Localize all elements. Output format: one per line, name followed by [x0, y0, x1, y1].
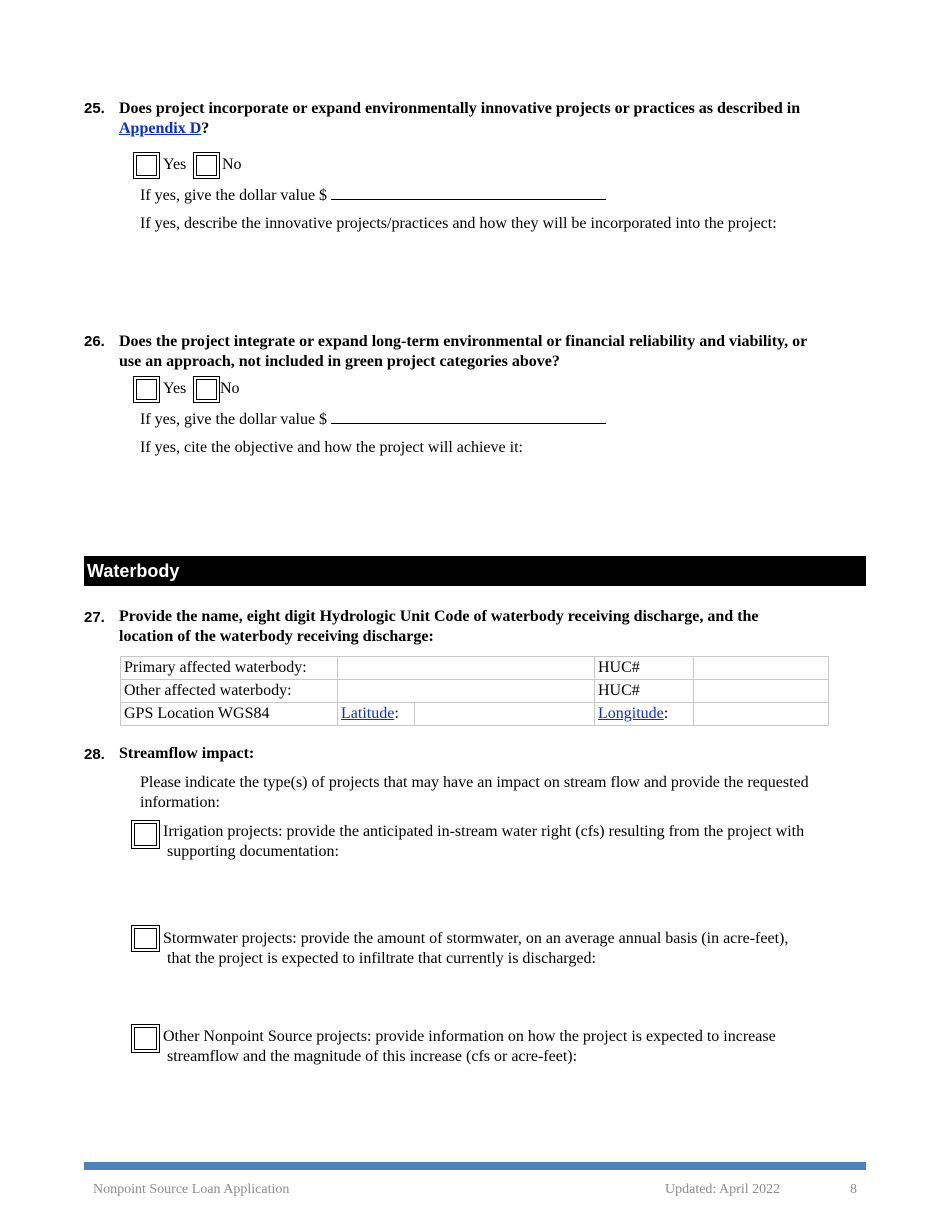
q26-yes-label: Yes — [163, 380, 187, 397]
longitude-cell — [595, 703, 694, 726]
irrigation-line1: Irrigation projects: provide the anticipated in-stream water right (cfs) resulting from the project with — [163, 823, 805, 840]
other-nonpoint-line1: Other Nonpoint Source projects: provide information on how the project is expected to increase — [163, 1028, 776, 1045]
other-nonpoint-checkbox[interactable] — [131, 1024, 160, 1053]
other-waterbody-label: Other affected waterbody: — [121, 680, 338, 703]
footer-title: Nonpoint Source Loan Application — [93, 1182, 290, 1197]
question-27-line2: location of the waterbody receiving discharge: — [119, 628, 434, 645]
q26-cite-prompt: If yes, cite the objective and how the project will achieve it: — [140, 439, 523, 456]
table-row — [121, 657, 829, 680]
footer-updated: Updated: April 2022 — [665, 1182, 781, 1197]
q28-intro — [140, 773, 809, 813]
primary-huc-field[interactable] — [694, 657, 829, 680]
stormwater-line1: Stormwater projects: provide the amount of stormwater, on an average annual basis (in acre-feet), — [163, 930, 789, 947]
question-27-line1: Provide the name, eight digit Hydrologic Unit Code of waterbody receiving discharge, and the — [119, 608, 759, 625]
question-25-text — [119, 99, 869, 139]
question-26-number: 26. — [84, 333, 105, 350]
question-28-title: Streamflow impact: — [119, 745, 255, 762]
q25-no-label: No — [222, 156, 242, 173]
question-26-line1: Does the project integrate or expand long-term environmental or financial reliability and viability, or — [119, 333, 808, 350]
question-26-line2: use an approach, not included in green project categories above? — [119, 353, 560, 370]
longitude-link[interactable]: Longitude — [598, 705, 664, 722]
primary-waterbody-field[interactable] — [338, 657, 595, 680]
q28-intro-line2: information: — [140, 794, 220, 811]
stormwater-line2: that the project is expected to infiltrate that currently is discharged: — [167, 950, 596, 967]
latitude-colon: : — [394, 705, 399, 722]
primary-waterbody-label: Primary affected waterbody: — [121, 657, 338, 680]
q25-dollar-row — [140, 185, 606, 206]
q26-dollar-label: If yes, give the dollar value $ — [140, 411, 328, 428]
waterbody-table — [120, 656, 829, 726]
latitude-field[interactable] — [415, 703, 595, 726]
latitude-cell — [338, 703, 415, 726]
q28-intro-line1: Please indicate the type(s) of projects that may have an impact on stream flow and provide the requested — [140, 774, 809, 791]
question-25-number: 25. — [84, 100, 105, 117]
q26-dollar-row — [140, 409, 606, 430]
other-huc-label: HUC# — [595, 680, 694, 703]
q25-yes-label: Yes — [163, 156, 187, 173]
q26-no-checkbox[interactable] — [193, 376, 220, 403]
q26-yes-checkbox[interactable] — [133, 376, 160, 403]
q25-dollar-field[interactable] — [331, 185, 606, 200]
q25-describe-prompt: If yes, describe the innovative projects/practices and how they will be incorporated into the project: — [140, 215, 777, 232]
table-row — [121, 680, 829, 703]
q26-dollar-field[interactable] — [331, 409, 606, 424]
irrigation-text — [163, 822, 804, 862]
other-huc-field[interactable] — [694, 680, 829, 703]
page-number: 8 — [850, 1182, 857, 1197]
latitude-link[interactable]: Latitude — [341, 705, 395, 722]
footer-divider — [84, 1162, 866, 1170]
section-banner-waterbody: Waterbody — [84, 556, 866, 586]
q25-yes-checkbox[interactable] — [133, 152, 160, 179]
other-nonpoint-line2: streamflow and the magnitude of this increase (cfs or acre-feet): — [167, 1048, 578, 1065]
q25-dollar-label: If yes, give the dollar value $ — [140, 187, 328, 204]
stormwater-checkbox[interactable] — [131, 925, 160, 952]
appendix-d-link[interactable]: Appendix D — [119, 120, 202, 137]
question-27-number: 27. — [84, 609, 105, 626]
primary-huc-label: HUC# — [595, 657, 694, 680]
other-nonpoint-text — [163, 1027, 776, 1067]
q25-no-checkbox[interactable] — [193, 152, 220, 179]
irrigation-line2: supporting documentation: — [167, 843, 339, 860]
stormwater-text — [163, 929, 788, 969]
question-25-mark: ? — [201, 120, 210, 137]
longitude-field[interactable] — [694, 703, 829, 726]
question-26-text — [119, 332, 869, 372]
question-25-prompt: Does project incorporate or expand environmentally innovative projects or practices as described in — [119, 100, 801, 117]
irrigation-checkbox[interactable] — [131, 820, 160, 849]
gps-location-label: GPS Location WGS84 — [121, 703, 338, 726]
question-27-text — [119, 607, 869, 647]
question-28-number: 28. — [84, 746, 105, 763]
q26-no-label: No — [220, 380, 240, 397]
table-row — [121, 703, 829, 726]
other-waterbody-field[interactable] — [338, 680, 595, 703]
longitude-colon: : — [663, 705, 669, 722]
